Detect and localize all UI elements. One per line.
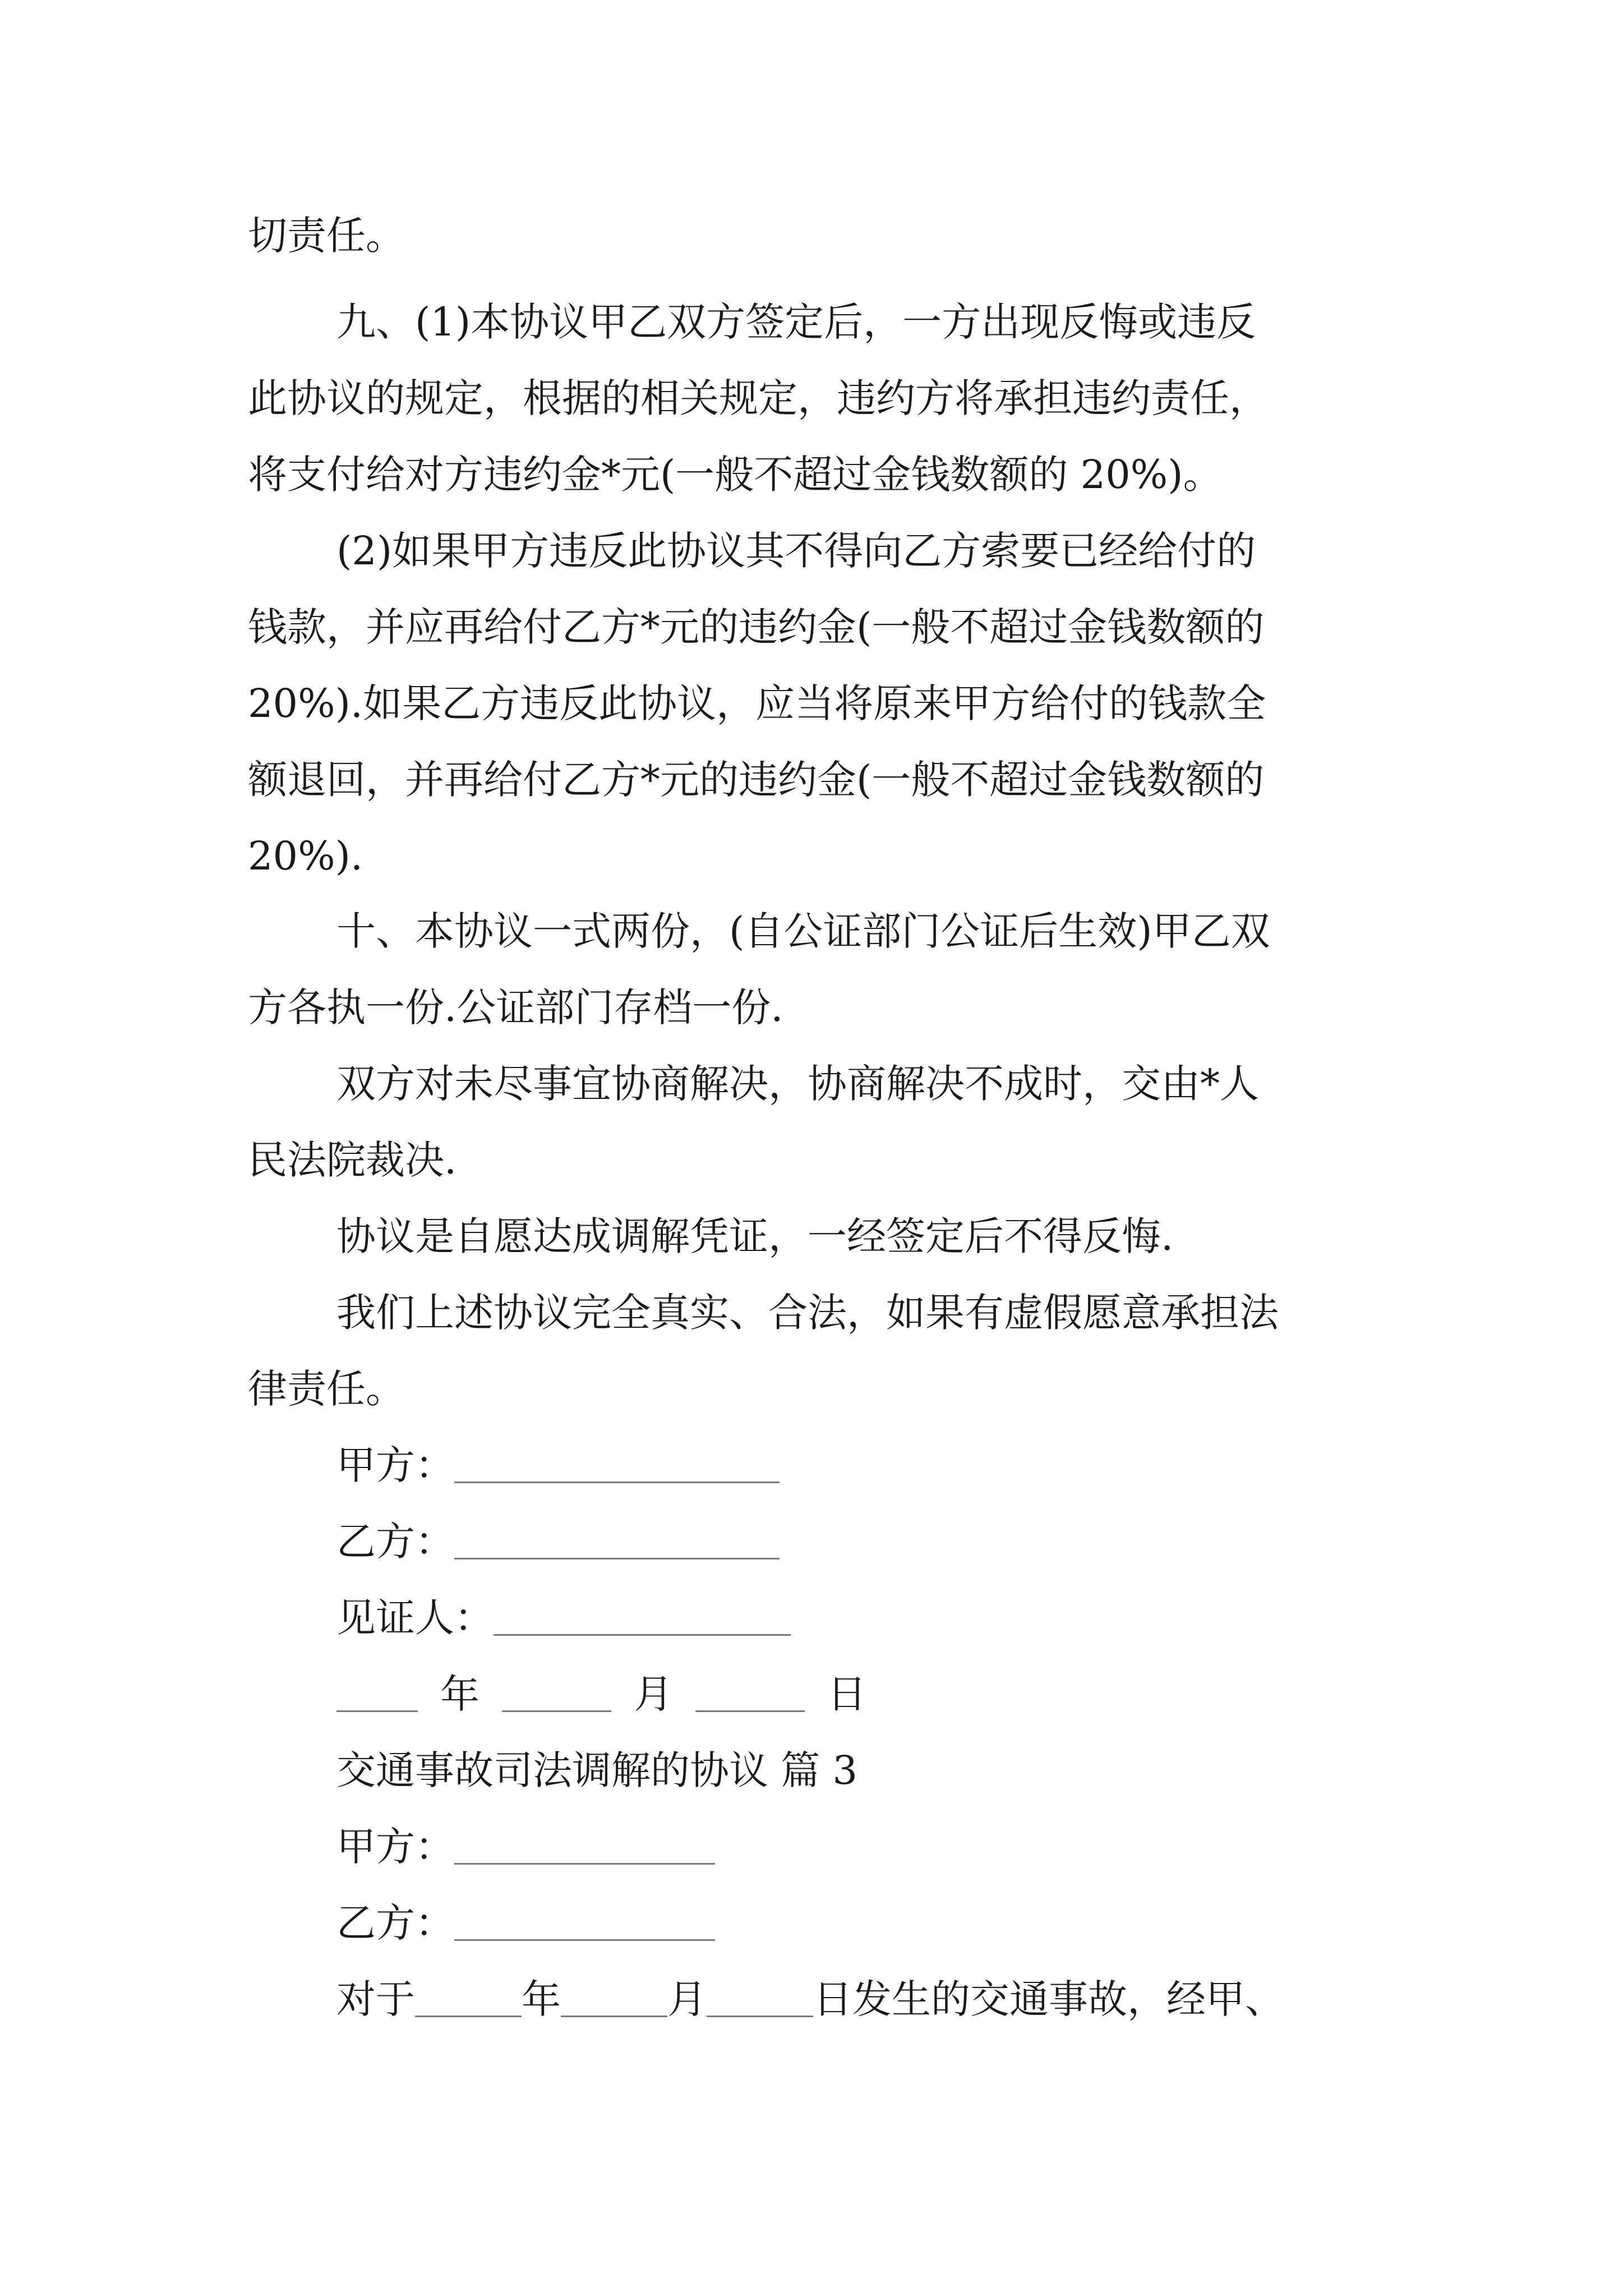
party-b-label: 乙方： (336, 1519, 454, 1565)
paragraph-line: (2)如果甲方违反此协议其不得向乙方索要已经给付的 (336, 528, 1256, 574)
section3-year-blank[interactable] (415, 2013, 522, 2017)
section3-month-label: 月 (667, 1976, 707, 2022)
paragraph-line: 律责任。 (248, 1366, 405, 1412)
paragraph-line: 十、本协议一式两份，(自公证部门公证后生效)甲乙双 (336, 908, 1270, 954)
section3-party-b-blank[interactable] (454, 1937, 715, 1941)
section3-party-b-label: 乙方： (336, 1900, 454, 1946)
section3-date-line (336, 1960, 1284, 2039)
day-blank[interactable] (695, 1708, 805, 1712)
section3-party-b (336, 1884, 715, 1962)
paragraph-line: 双方对未尽事宜协商解决，协商解决不成时，交由*人 (336, 1061, 1259, 1107)
section3-year-label: 年 (522, 1976, 561, 2022)
paragraph-line: 切责任。 (248, 213, 405, 259)
party-b-blank[interactable] (454, 1556, 780, 1559)
paragraph-line: 额退回，并再给付乙方*元的违约金(一般不超过金钱数额的 (248, 757, 1265, 803)
paragraph-line: 我们上述协议完全真实、合法，如果有虚假愿意承担法 (336, 1290, 1279, 1336)
signature-party-a (336, 1426, 780, 1504)
day-label: 日 (827, 1671, 866, 1717)
signature-witness (336, 1579, 791, 1657)
section3-month-blank[interactable] (561, 2013, 667, 2017)
paragraph-line: 20%). (248, 833, 363, 879)
signature-date (336, 1655, 866, 1733)
witness-label: 见证人： (336, 1595, 494, 1641)
paragraph-line: 将支付给对方违约金*元(一般不超过金钱数额的 20%)。 (248, 452, 1223, 498)
section3-party-a-label: 甲方： (336, 1824, 454, 1870)
party-a-label: 甲方： (336, 1442, 454, 1488)
year-label: 年 (440, 1671, 479, 1717)
paragraph-line: 20%).如果乙方违反此协议，应当将原来甲方给付的钱款全 (248, 680, 1266, 726)
paragraph-line: 民法院裁决. (248, 1137, 457, 1183)
year-blank[interactable] (336, 1708, 418, 1712)
date-suffix: 日发生的交通事故，经甲、 (813, 1976, 1284, 2022)
date-prefix: 对于 (336, 1976, 415, 2022)
paragraph-line: 方各执一份.公证部门存档一份. (248, 984, 783, 1030)
paragraph-line: 协议是自愿达成调解凭证，一经签定后不得反悔. (336, 1213, 1174, 1259)
witness-blank[interactable] (494, 1632, 791, 1636)
paragraph-line: 钱款，并应再给付乙方*元的违约金(一般不超过金钱数额的 (248, 604, 1265, 650)
month-blank[interactable] (502, 1708, 611, 1712)
party-a-blank[interactable] (454, 1479, 780, 1483)
paragraph-line: 九、(1)本协议甲乙双方签定后，一方出现反悔或违反 (336, 299, 1256, 345)
signature-party-b (336, 1502, 780, 1581)
section3-party-a (336, 1807, 715, 1886)
section3-day-blank[interactable] (707, 2013, 813, 2017)
section-title: 交通事故司法调解的协议 篇 3 (336, 1747, 858, 1793)
month-label: 月 (634, 1671, 673, 1717)
section3-party-a-blank[interactable] (454, 1861, 715, 1865)
paragraph-line: 此协议的规定，根据的相关规定，违约方将承担违约责任， (248, 375, 1269, 421)
